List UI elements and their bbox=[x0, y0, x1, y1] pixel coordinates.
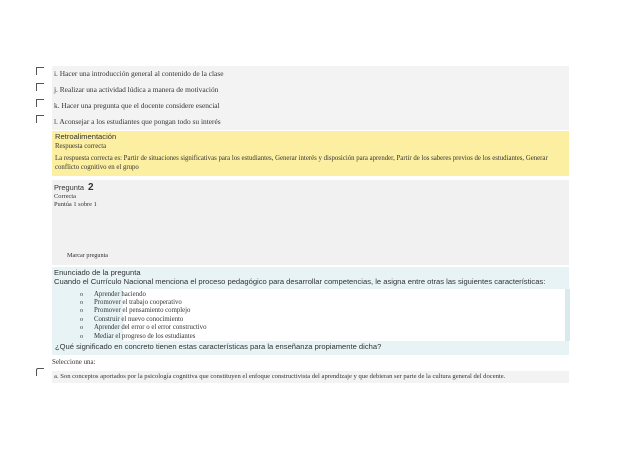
list-item bbox=[80, 299, 182, 307]
answer-a-radio[interactable] bbox=[36, 368, 44, 376]
option-l[interactable] bbox=[52, 114, 569, 130]
option-l-label: l. Aconsejar a los estudiantes que pongan todo su interés bbox=[54, 117, 221, 126]
list-item-label: Construir el nuevo conocimiento bbox=[94, 316, 184, 323]
list-item-label: Promover el pensamiento complejo bbox=[94, 307, 191, 314]
answer-a[interactable] bbox=[52, 371, 569, 383]
option-k-label: k. Hacer una pregunta que el docente considere esencial bbox=[54, 101, 220, 110]
question-info-panel bbox=[52, 180, 569, 265]
question-ask: ¿Qué significado en concreto tienen estas características para la enseñanza propiamente dicha? bbox=[52, 341, 569, 355]
question-label: Pregunta bbox=[54, 183, 84, 192]
list-item-label: Aprender del error o el error constructivo bbox=[94, 324, 207, 331]
bullet: o bbox=[80, 299, 84, 306]
bullet: o bbox=[80, 324, 84, 331]
option-j-label: j. Realizar una actividad lúdica a manera de motivación bbox=[54, 85, 219, 94]
option-l-checkbox[interactable] bbox=[36, 115, 44, 123]
option-i[interactable] bbox=[52, 66, 569, 82]
list-item bbox=[80, 333, 195, 341]
answer-a-label: a. Son conceptos aportados por la psicología cognitiva que constituyen el enfoque constructivista del aprendizaje y que debieran ser parte de la cultura general del docente. bbox=[54, 373, 506, 380]
feedback-text: La respuesta correcta es: Partir de situaciones significativas para los estudiantes, Generar interés y disposición para aprender, Partir de los saberes previos de los estudiantes, Generar conflicto cognitivo en el grupo bbox=[55, 155, 548, 171]
bullet: o bbox=[80, 316, 84, 323]
question-score: Puntúa 1 sobre 1 bbox=[54, 201, 97, 208]
option-k[interactable] bbox=[52, 98, 569, 114]
list-item bbox=[80, 291, 146, 299]
bullet: o bbox=[80, 333, 84, 340]
feedback-title: Retroalimentación bbox=[55, 132, 117, 141]
list-item bbox=[80, 316, 183, 324]
feedback-panel bbox=[52, 131, 569, 176]
question-number: 2 bbox=[88, 182, 94, 193]
question-text: Cuando el Currículo Nacional menciona el proceso pedagógico para desarrollar competencias, le asigna entre otras las siguientes características: bbox=[54, 277, 546, 286]
question-heading: Enunciado de la pregunta bbox=[54, 268, 141, 277]
bullet: o bbox=[80, 307, 84, 314]
list-item-label: Mediar el progreso de los estudiantes bbox=[94, 333, 196, 340]
option-i-label: i. Hacer una introducción general al contenido de la clase bbox=[54, 69, 224, 78]
flag-question-link[interactable]: Marcar pregunta bbox=[67, 252, 109, 259]
list-item bbox=[80, 324, 206, 332]
question-status: Correcta bbox=[54, 193, 76, 200]
option-j-checkbox[interactable] bbox=[36, 83, 44, 91]
feedback-subtitle: Respuesta correcta bbox=[55, 143, 107, 150]
list-item bbox=[80, 307, 190, 315]
option-i-checkbox[interactable] bbox=[36, 67, 44, 75]
question-text-block bbox=[52, 267, 569, 289]
select-one-label: Seleccione una: bbox=[52, 359, 96, 366]
option-k-checkbox[interactable] bbox=[36, 99, 44, 107]
bullet: o bbox=[80, 291, 84, 298]
list-scrollbar[interactable] bbox=[565, 289, 570, 341]
option-j[interactable] bbox=[52, 82, 569, 98]
list-item-label: Promover el trabajo cooperativo bbox=[94, 299, 182, 306]
list-item-label: Aprender haciendo bbox=[94, 291, 146, 298]
